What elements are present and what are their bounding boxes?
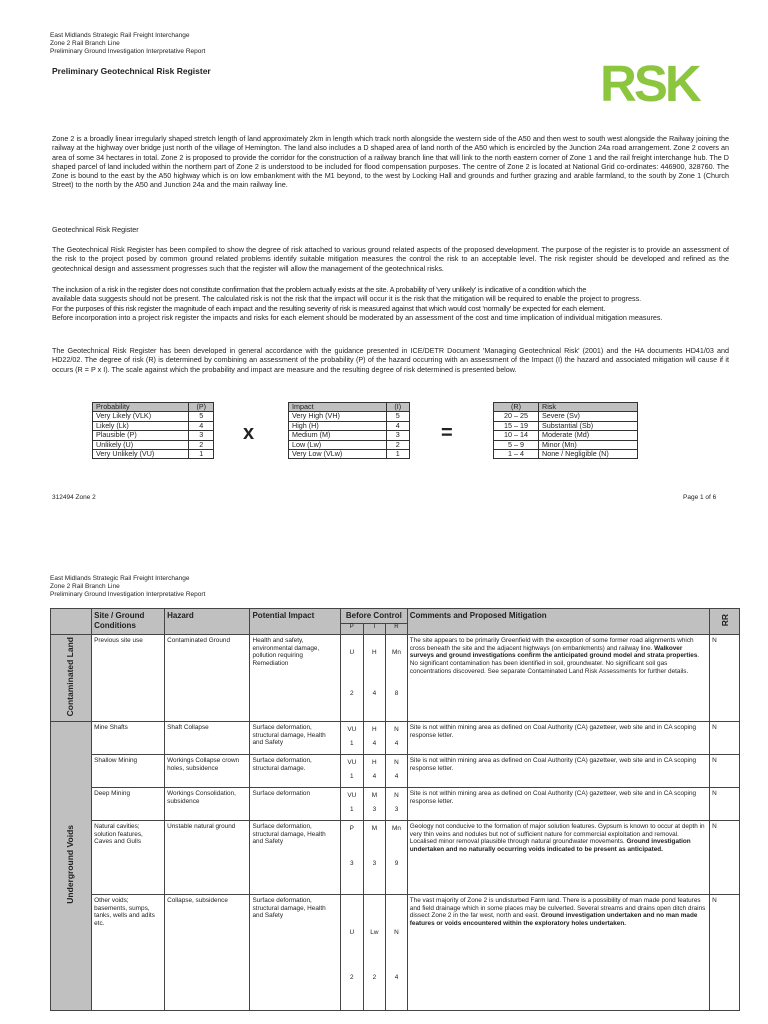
probability-table	[92, 402, 214, 459]
col-header-i: I	[363, 624, 386, 635]
impact-cell: Surface deformation, structural damage, Health and Safety	[250, 722, 340, 755]
risk-range: 20 – 25	[494, 412, 539, 421]
risk-label: Substantial (Sb)	[539, 421, 638, 430]
header-line: Preliminary Ground Investigation Interpretative Report	[50, 48, 206, 55]
i-cell	[363, 821, 386, 895]
p-rating: VU	[347, 792, 357, 800]
p-cell	[340, 722, 363, 755]
impact-score: 3	[386, 431, 409, 440]
section-heading: Geotechnical Risk Register	[52, 225, 139, 234]
register-purpose-paragraph: The Geotechnical Risk Register has been compiled to show the degree of risk attached to various ground related aspects of the proposed development. The purpose of the register is to provide an assessment of the risk to the project posed by common ground related problems identify suitable mitigation measures the control the risk to an acceptable level. The risk register should be developed and refined as the geotechnical design and assessment progresses such that the register will allow the management of the geotechnical risks.	[52, 245, 729, 273]
impact-cell: Health and safety, environmental damage, pollution requiring Remediation	[250, 635, 340, 722]
r-score: 9	[394, 859, 399, 867]
p-score: 1	[349, 772, 354, 780]
site-cell: Natural cavities; solution features, Caves and Gulls	[92, 821, 165, 895]
p-score: 2	[349, 689, 354, 697]
p-cell	[340, 755, 363, 788]
intro-paragraph: Zone 2 is a broadly linear irregularly shaped stretch length of land approximately 2km in length which track north alongside the western side of the A50 and then west to south west alongside the Railway joining the railway at the highway over bridge just north of the village of Hemington. The land also includes a D shaped area of land north of the A50 which is encircled by the Junction 24a road arrangement. Zone 2 covers an area of some 34 hectares in total. Zone 2 is proposed to provide the corridor for the construction of a railway branch line that will link to the north eastern corner of Zone 1 and the rail freight interchange hub. The D shaped parcel of land included within the northern part of Zone 2 is understood to be included for flood compensation purposes. The centre of Zone 2 is located at National Grid co-ordinates: 446900, 328760. The Zone is bound to the east by the A50 highway which is on low embankment with the M1 beyond, to the west by Locking Hall and grounds and further grazing and arable farmland, to the south by Zone 1 (Church Street) to the north by the A50 and Junction 24a and the main railway line.	[52, 134, 729, 190]
header-line: East Midlands Strategic Rail Freight Interchange	[50, 32, 190, 39]
i-cell	[363, 895, 386, 1011]
r-score: 8	[394, 689, 399, 697]
col-header-rr-label: RR	[719, 613, 730, 627]
impact-score: 2	[386, 440, 409, 449]
r-score: 4	[394, 739, 399, 747]
col-header-hazard: Hazard	[165, 609, 250, 635]
methodology-paragraph: The Geotechnical Risk Register has been developed in general accordance with the guidance presented in ICE/DETR Document 'Managing Geotechnical Risk' (2001) and the HA documents HD41/03 and HD22/02. The degree of risk (R) is determined by combining an assessment of the probability (P) of the hazard occurring with an assessment of the Impact (I) the hazard and associated mitigation will cause if it occurs (R = P x I). The scale against which the probability and impact are measure and the resulting degree of risk determined is presented below.	[52, 346, 729, 374]
p-score: 1	[349, 805, 354, 813]
i-cell	[363, 722, 386, 755]
i-score: 4	[372, 772, 377, 780]
r-rating: N	[394, 726, 399, 734]
comment-text: . No significant contamination has been identified in soil, groundwater. No significant soil gas concentrations discovered. See separate Contaminated Land Risk Assessments for further details.	[409, 652, 700, 675]
i-cell	[363, 635, 386, 722]
r-rating: N	[394, 929, 399, 937]
paragraph-line: The inclusion of a risk in the register does not constitute confirmation that the problem actually exists at the site. A probability of 'very unlikely' is indicative of a condition which the	[52, 285, 587, 294]
comment-text: The site appears to be primarily Greenfield with the exception of some former road alignments which cross beneath the site and the adjacent highways (on embankments) and railway line.	[409, 637, 694, 652]
p-cell	[340, 788, 363, 821]
col-header-rr	[710, 609, 740, 635]
i-score: 4	[372, 689, 377, 697]
r-rating: Mn	[392, 825, 401, 833]
comment-text: The vast majority of Zone 2 is undisturbed Farm land. There is a possibility of man made pond features and field drainage which in some places may be culverted. Several streams and drains open ditch drains dissect Zone 2 in the far west, north and east.	[409, 897, 706, 920]
comments-cell: Site is not within mining area as defined on Coal Authority (CA) gazetteer, web site and in CA scoping response letter.	[407, 755, 709, 788]
impact-label: Very Low (VLw)	[289, 450, 387, 459]
probability-score: 5	[189, 412, 214, 421]
probability-header: Probability	[93, 403, 189, 412]
impact-cell: Surface deformation, structural damage, Health and Safety	[250, 895, 340, 1011]
header-line: Zone 2 Rail Branch Line	[50, 583, 120, 590]
p-rating: VU	[347, 759, 357, 767]
risk-table	[493, 402, 638, 459]
p-rating: VU	[347, 726, 357, 734]
p-cell	[340, 821, 363, 895]
site-cell: Mine Shafts	[92, 722, 165, 755]
probability-header: (P)	[189, 403, 214, 412]
risk-register-table	[50, 608, 740, 1011]
probability-score: 3	[189, 431, 214, 440]
table-row	[51, 755, 740, 788]
group-label-cell	[51, 635, 92, 722]
p-score: 1	[349, 739, 354, 747]
table-row	[51, 895, 740, 1011]
r-rating: N	[394, 792, 399, 800]
i-score: 3	[372, 805, 377, 813]
risk-range: 1 – 4	[494, 450, 539, 459]
i-rating: H	[372, 649, 377, 656]
group-label: Contaminated Land	[65, 637, 76, 717]
p-rating: U	[349, 929, 355, 937]
hazard-cell: Workings Collapse crown holes, subsidence	[165, 755, 250, 788]
r-score: 4	[394, 772, 399, 780]
risk-label: Severe (Sv)	[539, 412, 638, 421]
risk-label: Moderate (Md)	[539, 431, 638, 440]
equals-sign: =	[441, 422, 453, 444]
i-cell	[363, 788, 386, 821]
col-header-comments: Comments and Proposed Mitigation	[407, 609, 709, 635]
group-label: Underground Voids	[65, 825, 76, 905]
impact-header: Impact	[289, 403, 387, 412]
impact-score: 5	[386, 412, 409, 421]
table-row	[51, 821, 740, 895]
probability-label: Very Unlikely (VU)	[93, 450, 189, 459]
r-rating: Mn	[392, 649, 401, 656]
r-cell	[386, 788, 408, 821]
i-score: 2	[372, 973, 377, 981]
comment-text: Geology not conducive to the formation of major solution features. Gypsum is known to occur at depth in very thin veins and nodules but not of sufficient nature for commercial exploitation and removal. Localised minor removal plausible through natural groundwater movements.	[409, 823, 705, 846]
col-header-r: R	[386, 624, 408, 635]
page-title: Preliminary Geotechnical Risk Register	[52, 66, 211, 76]
r-cell	[386, 755, 408, 788]
i-cell	[363, 755, 386, 788]
site-cell: Deep Mining	[92, 788, 165, 821]
r-score: 4	[394, 973, 399, 981]
risk-label: None / Negligible (N)	[539, 450, 638, 459]
i-rating: M	[371, 825, 378, 833]
probability-label: Very Likely (VLK)	[93, 412, 189, 421]
risk-inclusion-paragraph	[52, 285, 732, 322]
i-rating: Lw	[370, 929, 379, 937]
rr-cell: N	[710, 788, 740, 821]
impact-score: 1	[386, 450, 409, 459]
impact-label: High (H)	[289, 421, 387, 430]
col-header-before-control: Before Control	[340, 609, 407, 624]
comments-cell	[407, 895, 709, 1011]
group-label-cell	[51, 722, 92, 1011]
table-row	[51, 635, 740, 722]
header-line: East Midlands Strategic Rail Freight Interchange	[50, 575, 190, 582]
hazard-cell: Collapse, subsidence	[165, 895, 250, 1011]
impact-label: Very High (VH)	[289, 412, 387, 421]
comment-bold-text: Ground investigation undertaken and no naturally occurring voids indicated to be present as anticipated.	[409, 838, 691, 854]
risk-label: Minor (Mn)	[539, 440, 638, 449]
i-rating: M	[371, 792, 378, 800]
rr-cell: N	[710, 755, 740, 788]
risk-range: 5 – 9	[494, 440, 539, 449]
impact-score: 4	[386, 421, 409, 430]
impact-cell: Surface deformation, structural damage, Health and Safety	[250, 821, 340, 895]
probability-label: Unlikely (U)	[93, 440, 189, 449]
r-cell	[386, 895, 408, 1011]
i-rating: H	[372, 726, 377, 734]
group-header-cell	[51, 609, 92, 635]
comment-bold-text: Ground investigation undertaken and no man made features or voids encountered within the exploratory holes undertaken.	[409, 912, 698, 928]
impact-header: (I)	[386, 403, 409, 412]
p-cell	[340, 895, 363, 1011]
probability-label: Plausible (P)	[93, 431, 189, 440]
col-header-impact: Potential Impact	[250, 609, 340, 635]
hazard-cell: Unstable natural ground	[165, 821, 250, 895]
table-row	[51, 722, 740, 755]
rr-cell: N	[710, 821, 740, 895]
site-cell: Shallow Mining	[92, 755, 165, 788]
col-header-p: P	[340, 624, 363, 635]
paragraph-line: available data suggests should not be present. The calculated risk is not the risk that the impact will occur it is the risk that the mitigation will be required to enable the project to progress.	[52, 294, 642, 304]
hazard-cell: Shaft Collapse	[165, 722, 250, 755]
p-rating: U	[349, 649, 355, 656]
p-score: 2	[349, 973, 354, 981]
multiply-sign: x	[243, 422, 255, 444]
r-cell	[386, 821, 408, 895]
impact-cell: Surface deformation	[250, 788, 340, 821]
site-cell: Previous site use	[92, 635, 165, 722]
probability-label: Likely (Lk)	[93, 421, 189, 430]
rsk-logo: RSK	[600, 55, 699, 112]
p-score: 3	[349, 859, 354, 867]
col-header-site: Site / Ground Conditions	[92, 609, 165, 635]
probability-score: 4	[189, 421, 214, 430]
i-score: 4	[372, 739, 377, 747]
site-cell: Other voids; basements, sumps, tanks, wells and adits etc.	[92, 895, 165, 1011]
r-cell	[386, 722, 408, 755]
rr-cell: N	[710, 722, 740, 755]
comments-cell: Site is not within mining area as defined on Coal Authority (CA) gazetteer, web site and in CA scoping response letter.	[407, 722, 709, 755]
r-rating: N	[394, 759, 399, 767]
page-number: Page 1 of 6	[683, 494, 717, 501]
i-rating: H	[372, 759, 377, 767]
probability-score: 1	[189, 450, 214, 459]
header-line: Zone 2 Rail Branch Line	[50, 40, 120, 47]
header-line: Preliminary Ground Investigation Interpretative Report	[50, 591, 206, 598]
risk-range: 10 – 14	[494, 431, 539, 440]
probability-score: 2	[189, 440, 214, 449]
table-row	[51, 788, 740, 821]
page1-header	[50, 32, 205, 56]
rr-cell: N	[710, 635, 740, 722]
rr-cell: N	[710, 895, 740, 1011]
footer-reference: 312494 Zone 2	[52, 494, 96, 501]
comments-cell	[407, 821, 709, 895]
hazard-cell: Workings Consolidation, subsidence	[165, 788, 250, 821]
impact-cell: Surface deformation, structural damage.	[250, 755, 340, 788]
page2-header	[50, 575, 205, 599]
hazard-cell: Contaminated Ground	[165, 635, 250, 722]
i-score: 3	[372, 859, 377, 867]
paragraph-line: For the purposes of this risk register the magnitude of each impact and the resulting severity of risk is measured against that which would cost 'normally' be expected for each element.	[52, 303, 606, 313]
p-rating: P	[349, 825, 354, 833]
risk-header: Risk	[539, 403, 638, 412]
impact-table	[288, 402, 410, 459]
paragraph-line: Before incorporation into a project risk register the impacts and risks for each element should be moderated by an assessment of the cost and time implication of individual mitigation measures.	[52, 312, 663, 322]
r-score: 3	[394, 805, 399, 813]
comment-bold-text: Walkover surveys and ground investigations confirm the anticipated ground model and strata properties	[409, 644, 698, 660]
r-cell	[386, 635, 408, 722]
impact-label: Low (Lw)	[289, 440, 387, 449]
comments-cell	[407, 635, 709, 722]
p-cell	[340, 635, 363, 722]
impact-label: Medium (M)	[289, 431, 387, 440]
risk-header: (R)	[494, 403, 539, 412]
comments-cell: Site is not within mining area as defined on Coal Authority (CA) gazetteer, web site and in CA scoping response letter.	[407, 788, 709, 821]
risk-range: 15 – 19	[494, 421, 539, 430]
